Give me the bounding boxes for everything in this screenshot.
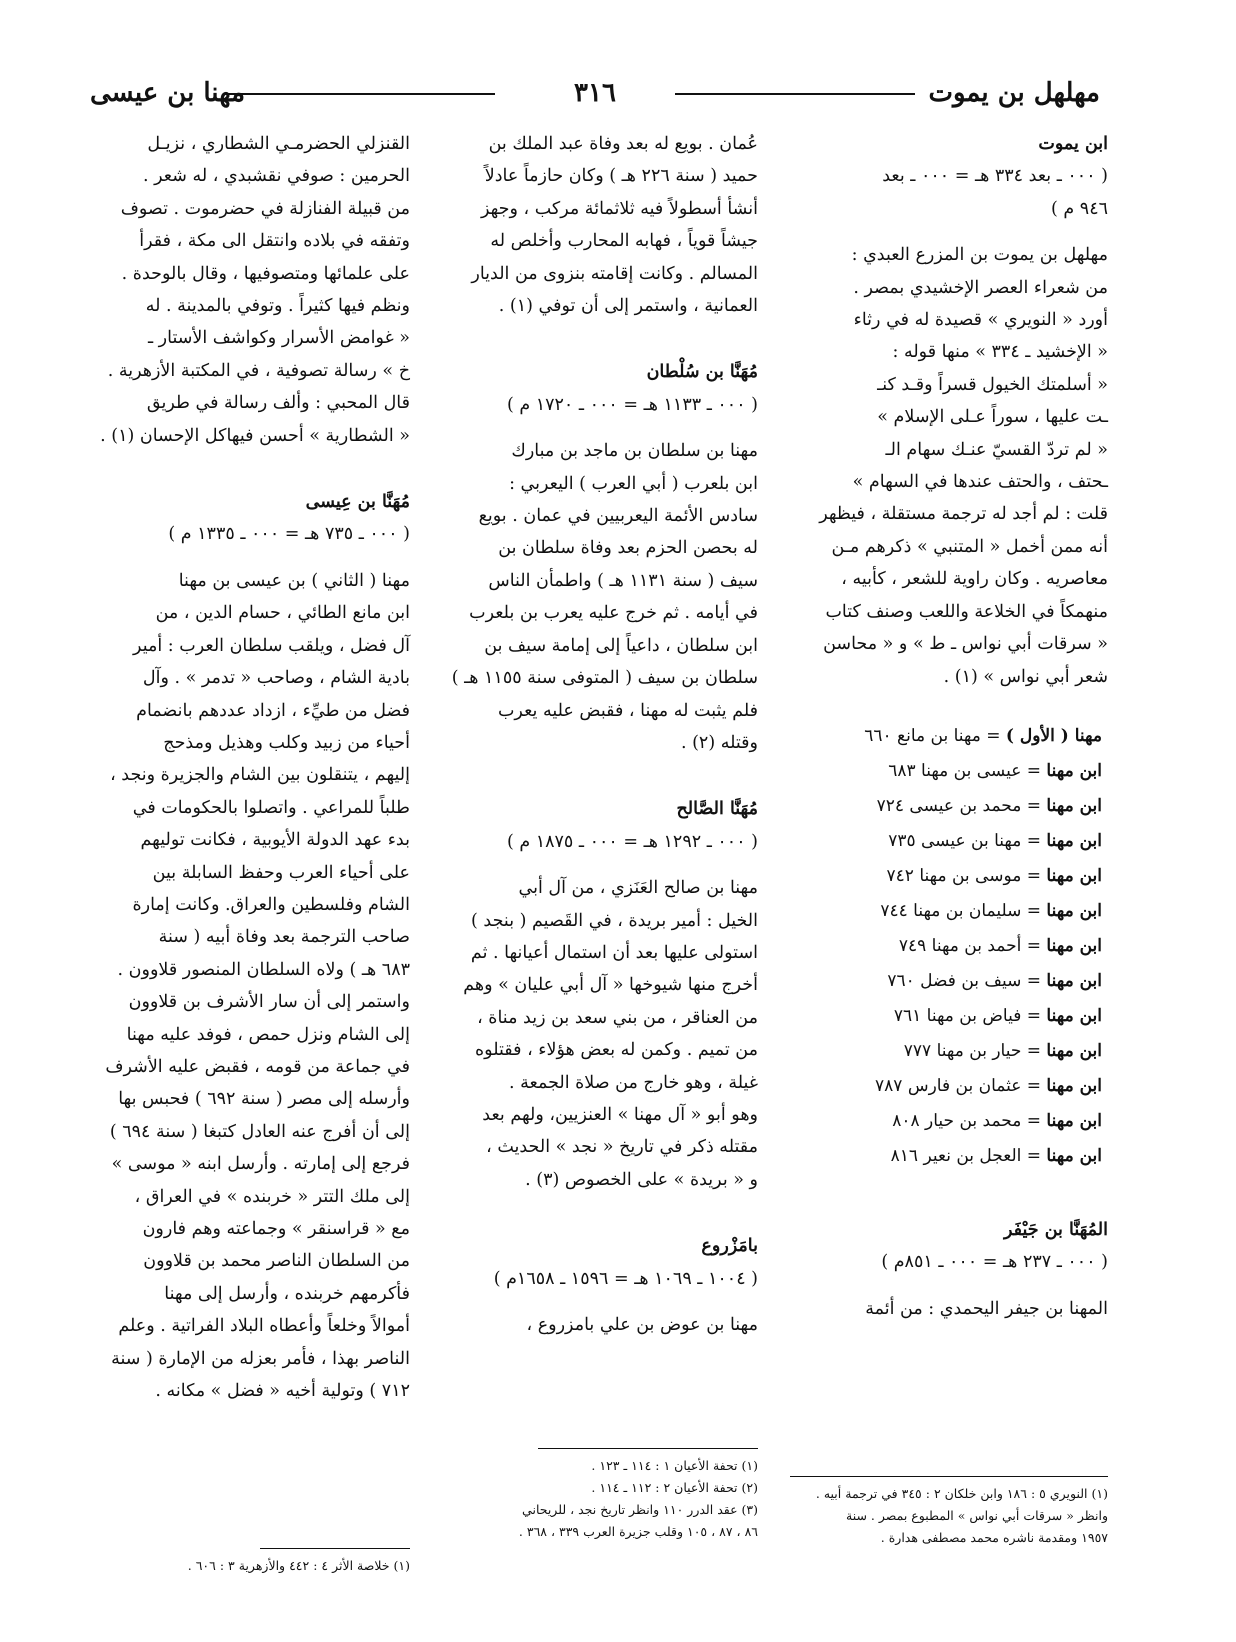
text-line: القنزلي الحضرمـي الشطاري ، نزيـل bbox=[147, 134, 410, 154]
text-line: إليهم ، يتنقلون بين الشام والجزيرة ونجد ، bbox=[110, 765, 410, 786]
text-line: ٧١٢ ) وتولية أخيه « فضل » مكانه . bbox=[155, 1381, 410, 1402]
text-line: ابن سلطان ، داعياً إلى إمامة سيف بن bbox=[484, 635, 758, 656]
footnotes-right bbox=[790, 1458, 1108, 1549]
text-line: على أحياء العرب وحفظ السابلة بين bbox=[152, 862, 410, 883]
footnote-rule bbox=[260, 1548, 410, 1549]
text-line: فأكرمهم خربنده ، وأرسل إلى مهنا bbox=[164, 1283, 410, 1304]
text-line: منهمكاً في الخلاعة واللعب وصنف كتاب bbox=[825, 601, 1108, 622]
entry-title: ابن يموت bbox=[1038, 134, 1108, 154]
lineage-row: ابن مهنا = أحمد بن مهنا ٧٤٩ bbox=[898, 935, 1102, 956]
text-line: أنشأ أسطولاً فيه ثلاثمائة مركب ، وجهز bbox=[480, 198, 758, 219]
footnote-rule bbox=[538, 1448, 758, 1449]
entry-dates: ( ٠٠٠ ـ ١١٣٣ هـ = ٠٠٠ ـ ١٧٢٠ م ) bbox=[506, 394, 758, 415]
entry-title: مُهَنَّا الصَّالح bbox=[676, 799, 758, 820]
footnote: (١) النويري ٥ : ١٨٦ وابن خلكان ٢ : ٣٤٥ في ترجمة أبيه . bbox=[815, 1486, 1108, 1501]
entry-title: بامَزْروع bbox=[701, 1236, 758, 1257]
lineage-row: ابن مهنا = حيار بن مهنا ٧٧٧ bbox=[903, 1040, 1102, 1061]
text-line: في أيامه . ثم خرج عليه يعرب بن بلعرب bbox=[469, 603, 758, 624]
text-line: فضل من طيِّء ، ازداد عددهم بانضمام bbox=[136, 700, 410, 721]
text-line: حميد ( سنة ٢٢٦ هـ ) وكان حازماً عادلاً bbox=[484, 166, 758, 187]
text-line: « الشطارية » أحسن فيهاكل الإحسان (١) . bbox=[100, 425, 410, 446]
text-line: واستمر إلى أن سار الأشرف بن قلاوون bbox=[128, 992, 410, 1013]
lineage-row: ابن مهنا = فياض بن مهنا ٧٦١ bbox=[893, 1005, 1102, 1026]
text-line: بدء عهد الدولة الأيوبية ، فكانت توليهم bbox=[140, 830, 410, 851]
text-line: طلباً للمراعي . واتصلوا بالحكومات في bbox=[132, 797, 410, 818]
text-line: أورد « النويري » قصيدة له في رثاء bbox=[853, 310, 1108, 331]
entry-dates: ( ٠٠٠ ـ ٧٣٥ هـ = ٠٠٠ ـ ١٣٣٥ م ) bbox=[168, 524, 410, 545]
text-line: فرجع إلى إمارته . وأرسل ابنه « موسى » bbox=[111, 1154, 410, 1175]
footnote: وانظر « سرقات أبي نواس » المطبوع بمصر . سنة bbox=[846, 1508, 1108, 1523]
text-line: صاحب الترجمة بعد وفاة أبيه ( سنة bbox=[158, 927, 410, 948]
text-line: جيشاً قوياً ، فهابه المحارب وأخلص له bbox=[490, 231, 758, 252]
entry-body bbox=[440, 872, 758, 1196]
entry-dates: ( ٠٠٠ ـ ١٢٩٢ هـ = ٠٠٠ ـ ١٨٧٥ م ) bbox=[506, 831, 758, 852]
header-left-title: مهنا بن عيسى bbox=[90, 78, 246, 108]
entry-title: مُهَنَّا بن عِيسى bbox=[305, 492, 410, 513]
entry-body bbox=[90, 128, 410, 452]
text-line: خ » رسالة تصوفية ، في المكتبة الأزهرية . bbox=[107, 360, 410, 381]
text-line: العمانية ، واستمر إلى أن توفي (١) . bbox=[498, 296, 758, 317]
entry-title: مُهَنَّا بن سُلْطان bbox=[646, 362, 758, 383]
lineage-row: ابن مهنا = العجل بن نعير ٨١٦ bbox=[890, 1145, 1102, 1166]
text-line: الناصر بهذا ، فأمر بعزله من الإمارة ( سنة bbox=[111, 1348, 410, 1369]
header-rule bbox=[675, 93, 915, 95]
lineage-row: مهنا ( الأول ) = مهنا بن مانع ٦٦٠ bbox=[864, 725, 1102, 746]
lineage-row: ابن مهنا = عثمان بن فارس ٧٨٧ bbox=[875, 1075, 1102, 1096]
text-line: مهنا ( الثاني ) بن عيسى بن مهنا bbox=[178, 570, 410, 591]
lineage-row: ابن مهنا = سليمان بن مهنا ٧٤٤ bbox=[880, 900, 1102, 921]
footnote-rule bbox=[790, 1476, 1108, 1477]
text-line: « سرقات أبي نواس ـ ط » و « محاسن bbox=[823, 634, 1108, 655]
lineage-row: ابن مهنا = محمد بن عيسى ٧٢٤ bbox=[876, 795, 1102, 816]
text-line: آل فضل ، ويلقب سلطان العرب : أمير bbox=[133, 635, 410, 656]
text-line: إلى الشام ونزل حمص ، فوفد عليه مهنا bbox=[126, 1024, 410, 1045]
text-line: قلت : لم أجد له ترجمة مستقلة ، فيظهر bbox=[819, 504, 1108, 525]
text-line: « غوامض الأسرار وكواشف الأستار ـ bbox=[147, 328, 410, 349]
text-line: ابن بلعرب ( أبي العرب ) اليعربي : bbox=[509, 473, 758, 494]
text-line: معاصريه . وكان راوية للشعر ، كأبيه ، bbox=[841, 569, 1108, 590]
text-line: سلطان بن سيف ( المتوفى سنة ١١٥٥ هـ ) bbox=[451, 668, 758, 689]
text-line: و « بريدة » على الخصوص (٣) . bbox=[525, 1169, 758, 1190]
text-line: ٦٨٣ هـ ) ولاه السلطان المنصور قلاوون . bbox=[117, 959, 410, 980]
text-line: وقتله (٢) . bbox=[680, 732, 758, 753]
text-line: الخيل : أمير بريدة ، في القَصيم ( بنجد ) bbox=[471, 910, 758, 931]
column-middle bbox=[440, 128, 758, 1341]
text-line: أحياء من زبيد وكلب وهذيل ومذحج bbox=[163, 732, 410, 753]
text-line: إلى أن أفرج عنه العادل كتبغا ( سنة ٦٩٤ ) bbox=[109, 1121, 410, 1142]
text-line: مهنا بن عوض بن علي بامزروع ، bbox=[526, 1315, 758, 1335]
text-line: مهلهل بن يموت بن المزرع العبدي : bbox=[851, 245, 1108, 266]
lineage-list bbox=[790, 719, 1108, 1174]
lineage-row: ابن مهنا = عيسى بن مهنا ٦٨٣ bbox=[888, 760, 1102, 781]
footnote: (١) خلاصة الأثر ٤ : ٤٤٢ والأزهرية ٣ : ٦٠٦ . bbox=[187, 1558, 410, 1573]
text-line: بادية الشام ، وصاحب « تدمر » . وآل bbox=[142, 668, 410, 689]
text-line: استولى عليها بعد أن استمال أعيانها . ثم bbox=[470, 942, 758, 963]
footnotes-middle bbox=[440, 1430, 758, 1543]
entry-dates: ٩٤٦ م ) bbox=[1051, 198, 1108, 219]
lineage-row: ابن مهنا = مهنا بن عيسى ٧٣٥ bbox=[888, 830, 1102, 851]
footnote: ١٩٥٧ ومقدمة ناشره محمد مصطفى هدارة . bbox=[880, 1530, 1108, 1545]
text-line: من قبيلة الفنازلة في حضرموت . تصوف bbox=[120, 198, 410, 219]
text-line: المهنا بن جيفر اليحمدي : من أئمة bbox=[865, 1298, 1108, 1319]
text-line: المسالم . وكانت إقامته بنزوى من الديار bbox=[471, 263, 758, 284]
header-rule bbox=[225, 93, 495, 95]
text-line: « الإخشيد ـ ٣٣٤ » منها قوله : bbox=[892, 342, 1108, 363]
footnote: (٣) عقد الدرر ١١٠ وانظر تاريخ نجد ، للريحاني bbox=[522, 1502, 758, 1517]
text-line: مع « قراسنقر » وجماعته وهم فارون bbox=[142, 1219, 410, 1239]
entry-dates: ( ١٠٠٤ ـ ١٠٦٩ هـ = ١٥٩٦ ـ ١٦٥٨م ) bbox=[493, 1268, 758, 1289]
footnotes-left bbox=[90, 1530, 410, 1577]
text-line: من العناقر ، من بني سعد بن زيد مناة ، bbox=[477, 1007, 758, 1028]
entry-dates: ( ٠٠٠ ـ ٢٣٧ هـ = ٠٠٠ ـ ٨٥١م ) bbox=[881, 1252, 1108, 1273]
text-line: قال المحبي : وألف رسالة في طريق bbox=[146, 393, 410, 414]
verse-line: « لم تردّ القسيّ عنـك سهام الـ bbox=[885, 439, 1108, 460]
text-line: وأرسله إلى مصر ( سنة ٦٩٢ ) فحبس بها bbox=[118, 1089, 410, 1110]
text-line: مهنا بن سلطان بن ماجد بن مبارك bbox=[511, 441, 758, 462]
text-line: من تميم . وكمن له بعض هؤلاء ، فقتلوه bbox=[475, 1040, 758, 1061]
running-header bbox=[90, 76, 1100, 112]
text-line: أنه ممن أخمل « المتنبي » ذكرهم مـن bbox=[831, 536, 1108, 557]
text-line: من شعراء العصر الإخشيدي بمصر . bbox=[853, 277, 1108, 298]
text-line: على علمائها ومتصوفيها ، وقال بالوحدة . bbox=[121, 263, 410, 284]
text-line: في جماعة من قومه ، فقبض عليه الأشرف bbox=[105, 1056, 410, 1077]
lineage-row: ابن مهنا = محمد بن حيار ٨٠٨ bbox=[892, 1110, 1102, 1131]
entry-dates: ( ٠٠٠ ـ بعد ٣٣٤ هـ = ٠٠٠ ـ بعد bbox=[882, 166, 1108, 187]
header-right-title: مهلهل بن يموت bbox=[928, 78, 1100, 108]
text-line: الشام وفلسطين والعراق. وكانت إمارة bbox=[132, 894, 410, 915]
text-line: عُمان . بويع له بعد وفاة عبد الملك بن bbox=[488, 134, 758, 154]
text-line: غيلة ، وهو خارج من صلاة الجمعة . bbox=[509, 1072, 758, 1093]
verse-line: ـت عليها ، سوراً عـلى الإسلام » bbox=[877, 407, 1108, 428]
text-line: وتفقه في بلاده وانتقل الى مكة ، فقرأ bbox=[139, 231, 410, 252]
lineage-row: ابن مهنا = موسى بن مهنا ٧٤٢ bbox=[886, 865, 1102, 886]
footnote: (١) تحفة الأعيان ١ : ١١٤ ـ ١٢٣ . bbox=[591, 1458, 758, 1473]
text-line: إلى ملك التتر « خربنده » في العراق ، bbox=[134, 1186, 410, 1207]
text-line: ابن مانع الطائي ، حسام الدين ، من bbox=[155, 603, 410, 624]
text-line: شعر أبي نواس » (١) . bbox=[943, 666, 1108, 687]
text-line: فلم يثبت له مهنا ، فقبض عليه يعرب bbox=[497, 700, 758, 721]
text-line: أخرج منها شيوخها « آل أبي عليان » وهم bbox=[463, 975, 758, 996]
footnote: (٢) تحفة الأعيان ٢ : ١١٢ ـ ١١٤ . bbox=[591, 1480, 758, 1495]
entry-body bbox=[440, 435, 758, 759]
entry-title: المُهَنَّا بن جَيْفَر bbox=[1004, 1219, 1108, 1240]
text-line: الحرمين : صوفي نقشبدي ، له شعر . bbox=[143, 166, 410, 187]
column-left bbox=[90, 128, 410, 1407]
text-line: له بحصن الحزم بعد وفاة سلطان بن bbox=[498, 538, 758, 559]
entry-body bbox=[440, 128, 758, 322]
text-line: وهو أبو « آل مهنا » العنزيين، ولهم بعد bbox=[482, 1104, 758, 1125]
text-line: ونظم فيها كثيراً . وتوفي بالمدينة . له bbox=[145, 296, 410, 317]
text-line: سادس الأئمة اليعربيين في عمان . بويع bbox=[478, 506, 758, 527]
text-line: مهنا بن صالح العَنَزي ، من آل أبي bbox=[518, 878, 758, 899]
lineage-row: ابن مهنا = سيف بن فضل ٧٦٠ bbox=[887, 970, 1102, 991]
entry-body bbox=[90, 565, 410, 1408]
entry-body bbox=[790, 239, 1108, 693]
verse-line: « أسلمتك الخيول قسراً وقـد كنـ bbox=[877, 374, 1108, 395]
page-number: ٣١٦ bbox=[574, 78, 616, 108]
text-line: مقتله ذكر في تاريخ « نجد » الحديث ، bbox=[486, 1137, 758, 1158]
text-line: سيف ( سنة ١١٣١ هـ ) واطمأن الناس bbox=[488, 570, 758, 591]
text-line: من السلطان الناصر محمد بن قلاوون bbox=[143, 1251, 410, 1272]
footnote: ٨٦ ، ٨٧ ، ١٠٥ وقلب جزيرة العرب ٣٣٩ ، ٣٦٨ . bbox=[518, 1524, 758, 1539]
verse-line: ـحتف ، والحتف عندها في السهام » bbox=[852, 472, 1108, 493]
column-right bbox=[790, 128, 1108, 1325]
text-line: أموالاً وخلعاً وأعطاه البلاد الفراتية . وعلم bbox=[118, 1316, 410, 1337]
